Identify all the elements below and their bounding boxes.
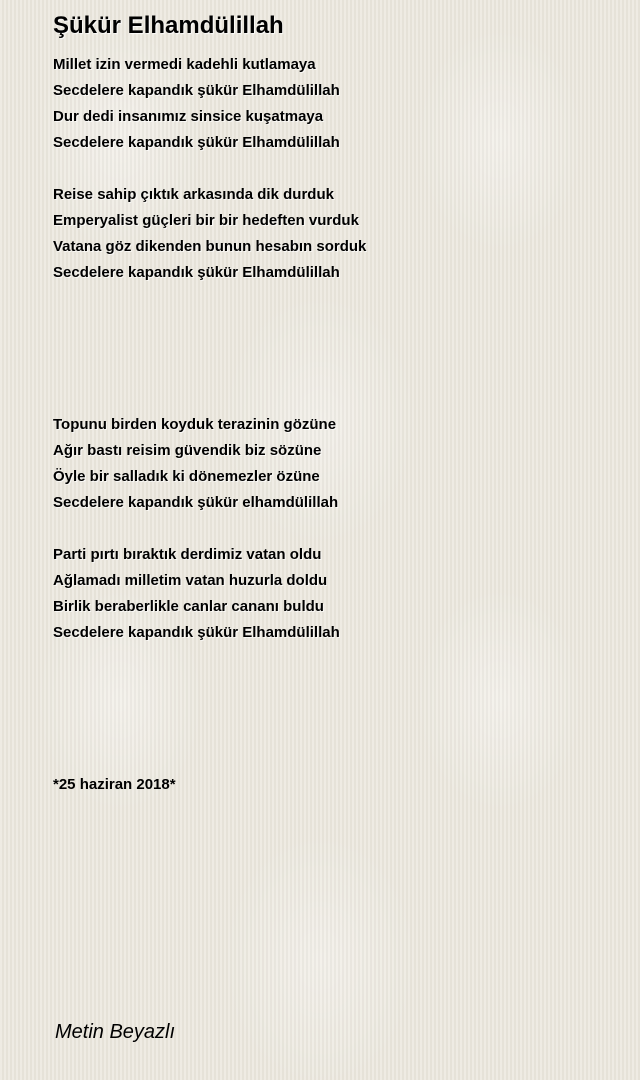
poem-line: Secdelere kapandık şükür Elhamdülillah (53, 134, 340, 151)
stanza-4 (53, 542, 366, 646)
poem-date: *25 haziran 2018* (53, 776, 176, 793)
poem-line: Secdelere kapandık şükür Elhamdülillah (53, 82, 340, 99)
poem-line: Ağlamadı milletim vatan huzurla doldu (53, 572, 328, 589)
poem-body (53, 52, 366, 672)
poem-line: Secdelere kapandık şükür elhamdülillah (53, 494, 339, 511)
stanza-2 (53, 182, 366, 286)
poem-line: Birlik beraberlikle canlar cananı buldu (53, 598, 324, 615)
stanza-1 (53, 52, 366, 156)
poem-author: Metin Beyazlı (55, 1021, 176, 1043)
poem-line: Vatana göz dikenden bunun hesabın sorduk (53, 238, 367, 255)
poem-line: Secdelere kapandık şükür Elhamdülillah (53, 624, 340, 641)
poem-title: Şükür Elhamdülillah (53, 12, 284, 39)
poem-line: Reise sahip çıktık arkasında dik durduk (53, 186, 334, 203)
poem-line: Millet izin vermedi kadehli kutlamaya (53, 56, 316, 73)
poem-line: Parti pırtı bıraktık derdimiz vatan oldu (53, 546, 322, 563)
poem-line: Secdelere kapandık şükür Elhamdülillah (53, 264, 340, 281)
stanza-3 (53, 412, 366, 516)
poem-line: Dur dedi insanımız sinsice kuşatmaya (53, 108, 324, 125)
poem-line: Ağır bastı reisim güvendik biz sözüne (53, 442, 322, 459)
poem-line: Öyle bir salladık ki dönemezler özüne (53, 468, 320, 485)
poem-line: Topunu birden koyduk terazinin gözüne (53, 416, 337, 433)
poem-line: Emperyalist güçleri bir bir hedeften vurduk (53, 212, 359, 229)
